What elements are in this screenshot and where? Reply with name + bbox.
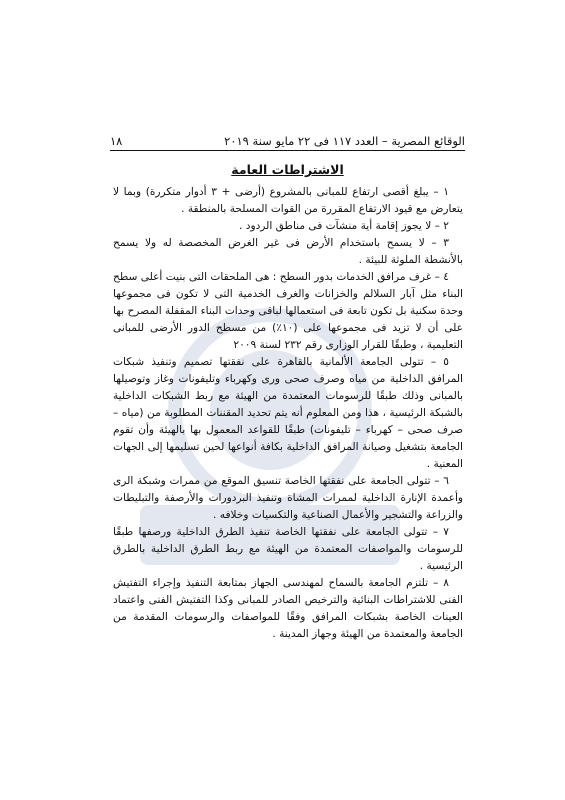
clause-8: ٨ – تلتزم الجامعة بالسماح لمهندسى الجهاز بمتابعة التنفيذ وإجراء التفتيش الفنى للاشتراطات البنائية والترخيص الصادر للمبانى وكذا التفتيش الفنى واعتماد العينات الخاصة بشبكات المرافق وفقًا للمواصفات والرسومات المقدمة من الجامعة والمعتمدة من الهيئة وجهاز المدينة .	[113, 577, 463, 640]
document-body	[113, 184, 463, 643]
header-rule	[110, 150, 465, 151]
clause-1: ١ – يبلغ أقصى ارتفاع للمبانى بالمشروع (أرضى + ٣ أدوار متكررة) وبما لا يتعارض مع قيود الارتفاع المقررة من القوات المسلحة بالمنطقة .	[113, 186, 463, 215]
clause-2: ٢ – لا يجوز إقامة أية منشآت فى مناطق الردود .	[239, 220, 449, 232]
publication-line: الوقائع المصرية – العدد ١١٧ فى ٢٢ مايو سنة ٢٠١٩	[224, 134, 465, 148]
clause-4: ٤ – غرف مرافق الخدمات بدور السطح : هى الملحقات التى بنيت أعلى سطح البناء مثل آبار السلالم والخزانات والغرف الخدمية التى لا تكون فى مجموعها وحدة سكنية بل تكون تابعة فى استعمالها لباقى وحدات البناء المقفلة المصرح بها على أن لا تزيد فى مجموعها على (١٠٪) من مسطح الدور الأرضى للمبانى التعليمية ، وطبقًا للقرار الوزارى رقم ٢٣٢ لسنة ٢٠٠٩	[113, 271, 463, 351]
clause-3: ٣ – لا يسمح باستخدام الأرض فى غير الغرض المخصصة له ولا يسمح بالأنشطة الملوثة للبيئة .	[113, 237, 463, 266]
clause-5: ٥ – تتولى الجامعة الألمانية بالقاهرة على نفقتها تصميم وتنفيذ شبكات المرافق الداخلية من مياه وصرف صحى ورى وكهرباء وتليفونات وغاز وتوصيلها بالمبانى وذلك طبقًا للرسومات المعتمدة من الهيئة مع ربط الشبكات الداخلية بالشبكة الرئيسية ، هذا ومن المعلوم أنه يتم تحديد المقننات المطلوبة من (مياه – صرف صحى – كهرباء – تليفونات) طبقًا للقواعد المعمول بها بالهيئة وأن تقوم الجامعة بتشغيل وصيانة المرافق الداخلية بكافة أنواعها لحين تسليمها إلى الجهات المعنية .	[113, 356, 463, 470]
page-header	[110, 128, 465, 148]
clause-7: ٧ – تتولى الجامعة على نفقتها الخاصة تنفيذ الطرق الداخلية ورصفها طبقًا للرسومات والمواصفات المعتمدة من الهيئة مع ربط الطرق الداخلية بالطرق الرئيسية .	[113, 526, 463, 572]
page-number: ١٨	[110, 134, 123, 148]
clause-6: ٦ – تتولى الجامعة على نفقتها الخاصة تنسيق الموقع من ممرات وشبكة الرى وأعمدة الإنارة الداخلية لممرات المشاة وتنفيذ البردورات والأرصفة والتبليطات والزراعة والتشجير والأعمال الصناعية والتكسيات وخلافه .	[113, 475, 463, 521]
section-title: الاشتراطات العامة	[231, 162, 344, 177]
